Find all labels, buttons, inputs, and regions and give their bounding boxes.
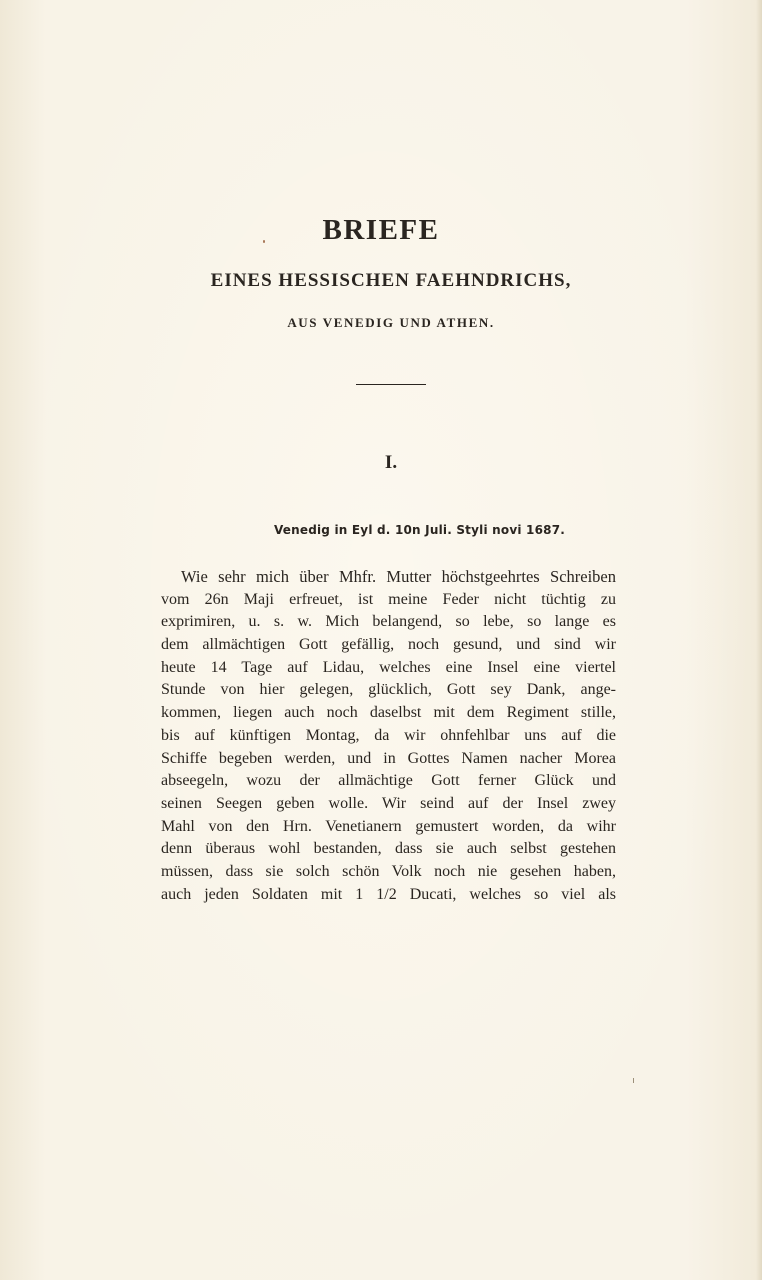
page-subtitle: EINES HESSISCHEN FAEHNDRICHS, — [210, 270, 572, 291]
letter-dateline: Venedig in Eyl d. 10n Juli. Styli novi 1687. — [273, 523, 565, 537]
letter-body — [161, 566, 616, 906]
text-line: Wie sehr mich über Mhfr. Mutter höchstgeehrtes Schreiben — [181, 567, 616, 586]
text-line: Stunde von hier gelegen, glücklich, Gott sey Dank, ange- — [161, 681, 616, 699]
text-line: abseegeln, wozu der allmächtige Gott ferner Glück und — [161, 772, 616, 790]
text-line: heute 14 Tage auf Lidau, welches eine Insel eine viertel — [161, 658, 616, 676]
text-line: auch jeden Soldaten mit 1 1/2 Ducati, welches so viel als — [161, 885, 616, 903]
page-subsubtitle: AUS VENEDIG UND ATHEN. — [287, 315, 495, 330]
text-line: Mahl von den Hrn. Venetianern gemustert worden, da wihr — [161, 817, 616, 835]
divider-rule — [356, 384, 426, 385]
text-line: kommen, liegen auch noch daselbst mit dem Regiment stille, — [161, 704, 616, 722]
text-line: vom 26n Maji erfreuet, ist meine Feder nicht tüchtig zu — [161, 590, 616, 608]
text-line: seinen Seegen geben wolle. Wir seind auf der Insel zwey — [161, 794, 616, 812]
text-line: müssen, dass sie solch schön Volk noch nie gesehen haben, — [161, 862, 616, 880]
text-line: Schiffe begeben werden, und in Gottes Namen nacher Morea — [161, 749, 616, 767]
text-line: bis auf künftigen Montag, da wir ohnfehlbar uns auf die — [161, 726, 616, 744]
text-line: dem allmächtigen Gott gefällig, noch gesund, und sind wir — [161, 636, 616, 654]
text-line: denn überaus wohl bestanden, dass sie auch selbst gestehen — [161, 840, 616, 858]
page-title: BRIEFE — [322, 214, 440, 246]
text-line: exprimiren, u. s. w. Mich belangend, so lebe, so lange es — [161, 613, 616, 631]
ink-mark — [633, 1078, 634, 1083]
page-edge — [756, 0, 762, 1280]
letter-number: I. — [384, 452, 398, 473]
